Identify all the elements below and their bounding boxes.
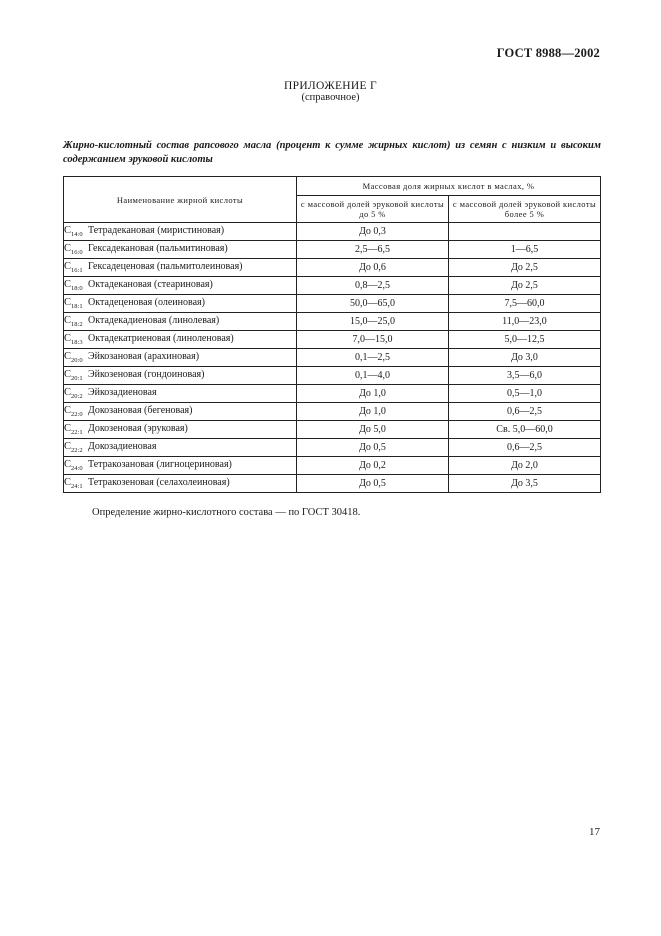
- carbon-letter: С: [64, 261, 72, 272]
- acid-name-cell: [64, 439, 297, 457]
- carbon-letter: С: [64, 315, 72, 326]
- header-acid-name: Наименование жирной кислоты: [64, 177, 297, 223]
- formula-subscript: 18:0: [71, 285, 83, 292]
- table-row: [64, 421, 601, 439]
- low-erucic-value: До 0,5: [297, 439, 449, 457]
- footnote: Определение жирно-кислотного состава — по ГОСТ 30418.: [92, 507, 361, 518]
- acid-name: Октадекадиеновая (линолевая): [88, 315, 220, 326]
- appendix-subtitle: (справочное): [301, 92, 360, 103]
- carbon-letter: С: [64, 333, 72, 344]
- fatty-acid-table: [63, 176, 601, 493]
- low-erucic-value: До 5,0: [297, 421, 449, 439]
- document-code: ГОСТ 8988—2002: [496, 46, 600, 60]
- formula-subscript: 22:0: [71, 411, 83, 418]
- acid-name-cell: [64, 421, 297, 439]
- table-row: [64, 349, 601, 367]
- table-row: [64, 439, 601, 457]
- acid-name: Эйкозадиеновая: [88, 387, 157, 398]
- table-row: [64, 385, 601, 403]
- page-number: 17: [589, 826, 600, 838]
- high-erucic-value: 0,6—2,5: [449, 403, 601, 421]
- acid-name-cell: [64, 277, 297, 295]
- acid-name-cell: [64, 385, 297, 403]
- acid-name-cell: [64, 403, 297, 421]
- carbon-formula: [64, 459, 88, 472]
- acid-name-cell: [64, 349, 297, 367]
- carbon-formula: [64, 243, 88, 256]
- carbon-formula: [64, 441, 88, 454]
- table-row: [64, 277, 601, 295]
- carbon-formula: [64, 477, 88, 490]
- carbon-formula: [64, 297, 88, 310]
- high-erucic-value: 0,5—1,0: [449, 385, 601, 403]
- high-erucic-value: До 2,5: [449, 259, 601, 277]
- high-erucic-value: 3,5—6,0: [449, 367, 601, 385]
- table-row: [64, 367, 601, 385]
- acid-name: Тетрадекановая (миристиновая): [88, 225, 225, 236]
- low-erucic-value: До 0,5: [297, 475, 449, 493]
- low-erucic-value: 0,8—2,5: [297, 277, 449, 295]
- table-row: [64, 295, 601, 313]
- formula-subscript: 16:0: [71, 249, 83, 256]
- header-high-erucic: с массовой долей эруковой кислоты более 5 %: [449, 196, 601, 223]
- table-row: [64, 241, 601, 259]
- acid-name: Октадекатриеновая (линоленовая): [88, 333, 234, 344]
- low-erucic-value: До 1,0: [297, 385, 449, 403]
- high-erucic-value: До 3,0: [449, 349, 601, 367]
- low-erucic-value: До 0,6: [297, 259, 449, 277]
- carbon-formula: [64, 423, 88, 436]
- carbon-formula: [64, 279, 88, 292]
- header-mass-fraction: Массовая доля жирных кислот в маслах, %: [297, 177, 601, 196]
- acid-name: Октадеценовая (олеиновая): [88, 297, 205, 308]
- carbon-formula: [64, 225, 88, 238]
- acid-name: Тетракозановая (лигноцериновая): [88, 459, 232, 470]
- formula-subscript: 20:1: [71, 375, 83, 382]
- carbon-letter: С: [64, 387, 72, 398]
- carbon-letter: С: [64, 243, 72, 254]
- acid-name: Докозеновая (эруковая): [88, 423, 188, 434]
- low-erucic-value: До 1,0: [297, 403, 449, 421]
- formula-subscript: 20:2: [71, 393, 83, 400]
- formula-subscript: 24:1: [71, 483, 83, 490]
- low-erucic-value: 15,0—25,0: [297, 313, 449, 331]
- acid-name-cell: [64, 313, 297, 331]
- table-caption: Жирно-кислотный состав рапсового масла (процент к сумме жирных кислот) из семян с низким и высоким содержанием эруковой кислоты: [63, 140, 601, 165]
- carbon-formula: [64, 315, 88, 328]
- high-erucic-value: До 2,5: [449, 277, 601, 295]
- table-row: [64, 403, 601, 421]
- carbon-letter: С: [64, 351, 72, 362]
- table-row: [64, 313, 601, 331]
- acid-name: Гексадеценовая (пальмитолеиновая): [88, 261, 243, 272]
- table-row: [64, 259, 601, 277]
- carbon-letter: С: [64, 477, 72, 488]
- table-row: [64, 223, 601, 241]
- formula-subscript: 18:3: [71, 339, 83, 346]
- acid-name-cell: [64, 331, 297, 349]
- carbon-formula: [64, 369, 88, 382]
- table-body: [64, 223, 601, 493]
- carbon-formula: [64, 405, 88, 418]
- carbon-formula: [64, 261, 88, 274]
- acid-name-cell: [64, 367, 297, 385]
- carbon-formula: [64, 333, 88, 346]
- high-erucic-value: 7,5—60,0: [449, 295, 601, 313]
- formula-subscript: 14:0: [71, 231, 83, 238]
- carbon-letter: С: [64, 225, 72, 236]
- formula-subscript: 18:1: [71, 303, 83, 310]
- low-erucic-value: 2,5—6,5: [297, 241, 449, 259]
- acid-name: Эйкозановая (арахиновая): [88, 351, 200, 362]
- formula-subscript: 18:2: [71, 321, 83, 328]
- low-erucic-value: 50,0—65,0: [297, 295, 449, 313]
- acid-name: Тетракозеновая (селахолеиновая): [88, 477, 230, 488]
- formula-subscript: 22:2: [71, 447, 83, 454]
- carbon-letter: С: [64, 297, 72, 308]
- acid-name-cell: [64, 259, 297, 277]
- carbon-letter: С: [64, 459, 72, 470]
- table-row: [64, 475, 601, 493]
- high-erucic-value: До 2,0: [449, 457, 601, 475]
- carbon-letter: С: [64, 369, 72, 380]
- acid-name-cell: [64, 241, 297, 259]
- carbon-letter: С: [64, 423, 72, 434]
- table-row: [64, 457, 601, 475]
- formula-subscript: 24:0: [71, 465, 83, 472]
- acid-name: Эйкозеновая (гондоиновая): [88, 369, 205, 380]
- acid-name-cell: [64, 457, 297, 475]
- carbon-letter: С: [64, 405, 72, 416]
- carbon-letter: С: [64, 441, 72, 452]
- low-erucic-value: 0,1—4,0: [297, 367, 449, 385]
- appendix-title: ПРИЛОЖЕНИЕ Г: [284, 80, 377, 92]
- formula-subscript: 22:1: [71, 429, 83, 436]
- high-erucic-value: 5,0—12,5: [449, 331, 601, 349]
- carbon-formula: [64, 387, 88, 400]
- table-row: [64, 331, 601, 349]
- high-erucic-value: 0,6—2,5: [449, 439, 601, 457]
- high-erucic-value: До 3,5: [449, 475, 601, 493]
- acid-name: Докозадиеновая: [88, 441, 157, 452]
- formula-subscript: 20:0: [71, 357, 83, 364]
- low-erucic-value: До 0,2: [297, 457, 449, 475]
- acid-name: Гексадекановая (пальмитиновая): [88, 243, 228, 254]
- low-erucic-value: 7,0—15,0: [297, 331, 449, 349]
- carbon-formula: [64, 351, 88, 364]
- carbon-letter: С: [64, 279, 72, 290]
- acid-name-cell: [64, 223, 297, 241]
- formula-subscript: 16:1: [71, 267, 83, 274]
- acid-name-cell: [64, 295, 297, 313]
- high-erucic-value: 1—6,5: [449, 241, 601, 259]
- high-erucic-value: 11,0—23,0: [449, 313, 601, 331]
- high-erucic-value: [449, 223, 601, 241]
- header-low-erucic: с массовой долей эруковой кислоты до 5 %: [297, 196, 449, 223]
- acid-name: Октадекановая (стеариновая): [88, 279, 213, 290]
- high-erucic-value: Св. 5,0—60,0: [449, 421, 601, 439]
- acid-name: Докозановая (бегеновая): [88, 405, 193, 416]
- low-erucic-value: 0,1—2,5: [297, 349, 449, 367]
- low-erucic-value: До 0,3: [297, 223, 449, 241]
- acid-name-cell: [64, 475, 297, 493]
